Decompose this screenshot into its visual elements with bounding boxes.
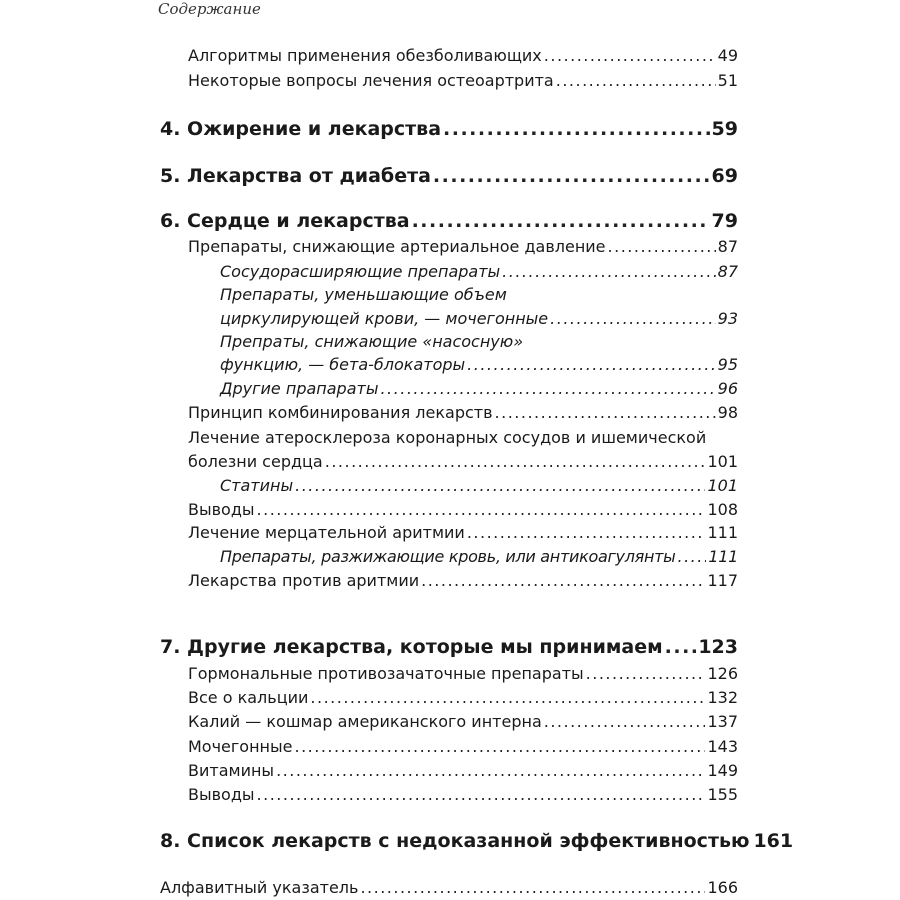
- toc-title: Лекарства против аритмии: [188, 571, 420, 590]
- toc-chapter: [160, 167, 738, 186]
- toc-title: Препараты, разжижающие кровь, или антикоагулянты: [220, 547, 676, 566]
- toc-page: 132: [707, 688, 738, 707]
- dot-leader: [665, 638, 697, 657]
- toc-entry: [188, 787, 738, 803]
- toc-title-line: Лечение атеросклероза коронарных сосудов и ишемической: [188, 428, 707, 447]
- toc-title: 6. Сердце и лекарства: [160, 210, 410, 232]
- toc-title: Принцип комбинирования лекарств: [188, 403, 493, 422]
- toc-page: 96: [717, 379, 738, 398]
- dot-leader: [310, 690, 705, 706]
- toc-title: Выводы: [188, 785, 255, 804]
- dot-leader: [257, 502, 706, 518]
- toc-subentry: [220, 549, 738, 565]
- toc-page: 137: [707, 712, 738, 731]
- toc-title: циркулирующей крови, — мочегонные: [220, 309, 549, 328]
- toc-title: Сосудорасширяющие препараты: [220, 262, 501, 281]
- toc-title: Статины: [220, 476, 294, 495]
- toc-entry: [160, 880, 738, 896]
- toc-title: Калий — кошмар американского интерна: [188, 712, 542, 731]
- dot-leader: [608, 239, 716, 255]
- toc-entry: [188, 573, 738, 589]
- toc-page: 101: [707, 476, 738, 495]
- toc-entry: [188, 525, 738, 541]
- toc-page: 95: [717, 355, 738, 374]
- toc-page: 126: [707, 664, 738, 683]
- toc-page: 49: [717, 46, 738, 65]
- toc-title-line: Препраты, снижающие «насосную»: [220, 332, 524, 351]
- toc-page: 101: [707, 452, 738, 471]
- toc-page: 69: [711, 165, 738, 187]
- dot-leader: [433, 167, 710, 186]
- toc-entry: [188, 763, 738, 779]
- dot-leader: [421, 573, 705, 589]
- toc-entry: [188, 690, 738, 706]
- dot-leader: [467, 525, 706, 541]
- toc-title: 7. Другие лекарства, которые мы принимаем: [160, 636, 663, 658]
- toc-title: 4. Ожирение и лекарства: [160, 118, 442, 140]
- dot-leader: [550, 311, 716, 327]
- toc-entry: [188, 666, 738, 682]
- dot-leader: [276, 763, 705, 779]
- toc-entry: [188, 454, 738, 470]
- toc-page: 59: [711, 118, 738, 140]
- toc-title: 8. Список лекарств с недоказанной эффективностью: [160, 830, 750, 852]
- toc-title: Другие прапараты: [220, 379, 379, 398]
- dot-leader: [295, 478, 705, 494]
- toc-chapter: [160, 830, 794, 852]
- dot-leader: [360, 880, 705, 896]
- toc-subentry: [220, 311, 738, 327]
- toc-title: болезни сердца: [188, 452, 323, 471]
- toc-entry: [188, 48, 738, 64]
- dot-leader: [443, 120, 710, 139]
- toc-page: 166: [707, 878, 738, 897]
- dot-leader: [556, 73, 716, 89]
- dot-leader: [325, 454, 706, 470]
- toc-title: Некоторые вопросы лечения остеоартрита: [188, 71, 554, 90]
- running-head: Содержание: [158, 0, 261, 18]
- dot-leader: [586, 666, 706, 682]
- dot-leader: [495, 405, 716, 421]
- toc-page: 149: [707, 761, 738, 780]
- dot-leader: [257, 787, 706, 803]
- toc-page: 117: [707, 571, 738, 590]
- toc-subentry: [220, 381, 738, 397]
- toc-title: Алгоритмы применения обезболивающих: [188, 46, 542, 65]
- toc-title: 5. Лекарства от диабета: [160, 165, 431, 187]
- toc-page: 161: [753, 830, 794, 852]
- dot-leader: [412, 212, 710, 231]
- toc-chapter: [160, 212, 738, 231]
- toc-entry: [188, 239, 738, 255]
- toc-title: Все о кальции: [188, 688, 309, 707]
- dot-leader: [502, 264, 715, 280]
- toc-page: 79: [711, 210, 738, 232]
- toc-page: 111: [708, 547, 738, 566]
- toc-title: Алфавитный указатель: [160, 878, 359, 897]
- toc-subentry: [220, 264, 738, 280]
- toc-page: 143: [707, 737, 738, 756]
- toc-title-line: Препараты, уменьшающие объем: [220, 285, 507, 304]
- toc-page: 123: [698, 636, 738, 658]
- dot-leader: [677, 549, 706, 565]
- dot-leader: [544, 714, 706, 730]
- dot-leader: [467, 357, 715, 373]
- toc-page: 108: [707, 500, 738, 519]
- toc-entry: [188, 405, 738, 421]
- toc-page: 93: [717, 309, 738, 328]
- toc-entry: [188, 739, 738, 755]
- toc-page: 87: [717, 262, 738, 281]
- toc-chapter: [160, 120, 738, 139]
- dot-leader: [544, 48, 716, 64]
- toc-entry: [188, 73, 738, 89]
- toc-entry: [188, 502, 738, 518]
- toc-title: функцию, — бета-блокаторы: [220, 355, 466, 374]
- toc-title: Мочегонные: [188, 737, 293, 756]
- toc-page: 87: [717, 237, 738, 256]
- toc-title: Выводы: [188, 500, 255, 519]
- toc-page: 98: [717, 403, 738, 422]
- toc-title: Лечение мерцательной аритмии: [188, 523, 465, 542]
- toc-page: 111: [707, 523, 738, 542]
- toc-title: Витамины: [188, 761, 275, 780]
- dot-leader: [380, 381, 715, 397]
- toc-page: 155: [707, 785, 738, 804]
- dot-leader: [294, 739, 705, 755]
- toc-subentry: [220, 478, 738, 494]
- toc-title: Гормональные противозачаточные препараты: [188, 664, 584, 683]
- toc-subentry: [220, 357, 738, 373]
- toc-page: 51: [717, 71, 738, 90]
- toc-entry: [188, 714, 738, 730]
- toc-chapter: [160, 638, 738, 657]
- toc-title: Препараты, снижающие артериальное давление: [188, 237, 606, 256]
